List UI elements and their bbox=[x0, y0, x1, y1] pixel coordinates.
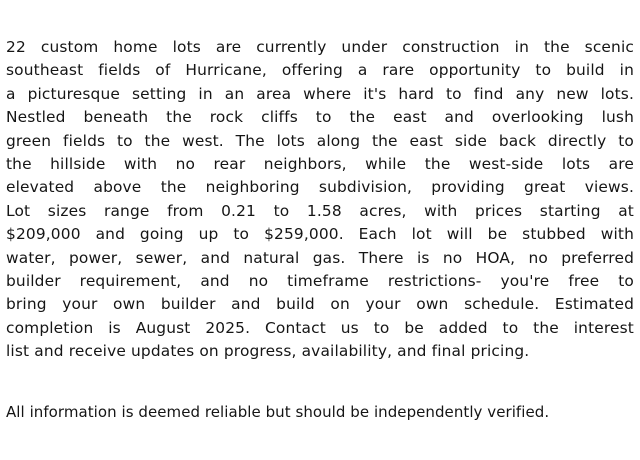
disclaimer-text: All information is deemed reliable but should be independently verified. bbox=[6, 403, 550, 421]
description-line: completion is August 2025. Contact us to be added to the interest bbox=[6, 318, 634, 337]
description-line: southeast fields of Hurricane, offering a rare opportunity to build in bbox=[6, 61, 634, 80]
description-line: green fields to the west. The lots along the east side back directly to bbox=[6, 131, 634, 150]
description-line: elevated above the neighboring subdivision, providing great views. bbox=[6, 178, 634, 197]
description-line: $209,000 and going up to $259,000. Each lot will be stubbed with bbox=[6, 225, 634, 244]
description-line: a picturesque setting in an area where it's hard to find any new lots. bbox=[6, 84, 634, 103]
description-line: list and receive updates on progress, availability, and final pricing. bbox=[6, 342, 530, 361]
listing-description bbox=[6, 36, 634, 364]
description-line: builder requirement, and no timeframe restrictions- you're free to bbox=[6, 272, 634, 291]
description-line: Nestled beneath the rock cliffs to the east and overlooking lush bbox=[6, 108, 634, 127]
description-line: Lot sizes range from 0.21 to 1.58 acres, with prices starting at bbox=[6, 201, 634, 220]
description-line: bring your own builder and build on your own schedule. Estimated bbox=[6, 295, 634, 314]
description-line: 22 custom home lots are currently under construction in the scenic bbox=[6, 38, 634, 56]
description-line: the hillside with no rear neighbors, while the west-side lots are bbox=[6, 155, 634, 174]
description-line: water, power, sewer, and natural gas. There is no HOA, no preferred bbox=[6, 248, 634, 267]
